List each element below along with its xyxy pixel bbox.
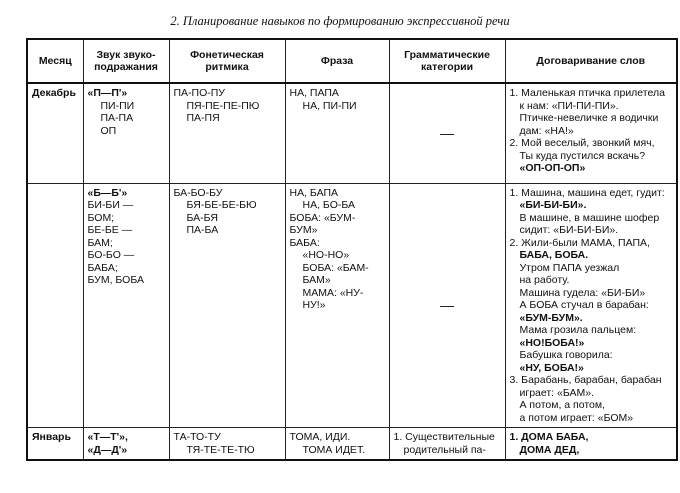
grammar-cell: [389, 428, 505, 461]
rhythm-cell: [169, 183, 285, 428]
planning-table: [26, 38, 678, 461]
speech-line: 2. Жили-были МАМА, ПАПА,: [509, 236, 650, 249]
phrase-line: МАМА: «НУ-: [302, 286, 364, 299]
rhythm-line: ТА-ТО-ТУ: [173, 431, 221, 443]
speech-line: 1. ДОМА БАБА,: [509, 431, 589, 443]
phrase-line: НА, БО-БА: [302, 199, 356, 211]
sound-line: ПА-ПА: [100, 112, 134, 124]
sound-line: «Б—Б'»: [87, 186, 128, 199]
speech-cell: [505, 83, 677, 183]
phrase-cell: [285, 428, 389, 461]
phrase-line: ТОМА ИДЕТ.: [302, 443, 366, 456]
speech-line: Утром ПАПА уезжал: [519, 261, 620, 274]
speech-cell: [505, 183, 677, 428]
rhythm-line: ПЯ-ПЕ-ПЕ-ПЮ: [186, 99, 260, 112]
table-row: [27, 83, 677, 183]
section-title: 2. Планирование навыков по формированию экспрессивной речи: [170, 14, 510, 28]
speech-cell: [505, 428, 677, 461]
rhythm-line: БА-БЯ: [186, 211, 219, 224]
table-header-row: [27, 39, 677, 83]
table-row: [27, 428, 677, 461]
header-speech: Договаривание слов: [505, 39, 677, 83]
sound-line: «Т—Т'»,: [87, 431, 128, 443]
phrase-line: БУМ»: [289, 224, 318, 236]
speech-line: В машине, в машине шофер: [519, 211, 660, 224]
rhythm-line: ПА-ПО-ПУ: [173, 87, 225, 99]
rhythm-line: ПА-БА: [186, 224, 219, 236]
sounds-cell: [83, 183, 169, 428]
sound-line: БОМ;: [87, 211, 115, 224]
month-cell: Декабрь: [27, 83, 83, 183]
sound-line: ПИ-ПИ: [100, 99, 135, 112]
speech-line: сидит: «БИ-БИ-БИ».: [519, 224, 619, 236]
speech-line: «НО!БОБА!»: [519, 336, 585, 349]
rhythm-line: БА-БО-БУ: [173, 186, 223, 199]
rhythm-line: БЯ-БЕ-БЕ-БЮ: [186, 199, 257, 211]
rhythm-cell: [169, 83, 285, 183]
sound-line: БЕ-БЕ —: [87, 224, 133, 236]
phrase-line: «НО-НО»: [302, 249, 350, 261]
speech-line: играет: «БАМ».: [519, 386, 595, 399]
sounds-cell: [83, 428, 169, 461]
phrase-line: БАБА:: [289, 236, 320, 249]
table-row: [27, 183, 677, 428]
sound-line: ОП: [100, 124, 117, 137]
phrase-line: НА, БАПА: [289, 186, 339, 199]
speech-line: 3. Барабань, барабан, барабан: [509, 374, 662, 386]
speech-line: Мама грозила пальцем:: [519, 324, 637, 336]
header-sounds: Звук звуко- подражания: [83, 39, 169, 83]
phrase-line: БАМ»: [302, 274, 331, 286]
sounds-cell: [83, 83, 169, 183]
speech-line: БАБА, БОБА.: [519, 249, 589, 261]
phrase-cell: [285, 183, 389, 428]
phrase-line: ТОМА, ИДИ.: [289, 431, 351, 443]
phrase-line: БОБА: «БУМ-: [289, 211, 356, 224]
speech-line: Птичке-невеличке я водички: [519, 112, 659, 124]
grammar-line: 1. Существительные: [393, 431, 495, 443]
speech-line: «НУ, БОБА!»: [519, 361, 584, 374]
speech-line: на работу.: [519, 274, 570, 286]
phrase-line: НА, ПАПА: [289, 87, 339, 99]
sound-line: БИ-БИ —: [87, 199, 134, 211]
speech-line: Ты куда пустился вскачь?: [519, 149, 646, 162]
speech-line: 1. Маленькая птичка прилетела: [509, 87, 665, 99]
sound-line: БУМ, БОБА: [87, 274, 145, 286]
speech-line: Бабушка говорила:: [519, 349, 613, 361]
header-grammar: Грамматические категории: [389, 39, 505, 83]
speech-line: а потом играет: «БОМ»: [519, 411, 634, 424]
phrase-cell: [285, 83, 389, 183]
grammar-line: родительный па-: [403, 443, 486, 456]
speech-line: ДОМА ДЕД,: [519, 443, 580, 456]
month-cell: [27, 183, 83, 428]
rhythm-cell: [169, 428, 285, 461]
header-phrase: Фраза: [285, 39, 389, 83]
grammar-cell: —: [389, 83, 505, 183]
header-rhythm: Фонетическая ритмика: [169, 39, 285, 83]
sound-line: БАМ;: [87, 236, 113, 249]
phrase-line: НУ!»: [302, 299, 326, 311]
speech-line: дам: «НА!»: [519, 124, 574, 137]
speech-line: 1. Машина, машина едет, гудит:: [509, 186, 665, 199]
phrase-line: НА, ПИ-ПИ: [302, 99, 357, 112]
sound-line: «Д—Д'»: [87, 443, 128, 456]
grammar-cell: —: [389, 183, 505, 428]
speech-line: «ОП-ОП-ОП»: [519, 162, 586, 174]
rhythm-line: ТЯ-ТЕ-ТЕ-ТЮ: [186, 443, 255, 456]
sound-line: «П—П'»: [87, 87, 128, 99]
speech-line: 2. Мой веселый, звонкий мяч,: [509, 137, 655, 149]
phrase-line: БОБА: «БАМ-: [302, 261, 369, 274]
speech-line: А потом, а потом,: [519, 399, 606, 411]
rhythm-line: ПА-ПЯ: [186, 112, 220, 124]
speech-line: Машина гудела: «БИ-БИ»: [519, 286, 646, 299]
speech-line: к нам: «ПИ-ПИ-ПИ».: [519, 99, 619, 112]
month-cell: Январь: [27, 428, 83, 461]
header-month: Месяц: [27, 39, 83, 83]
sound-line: БАБА;: [87, 261, 118, 274]
speech-line: «БИ-БИ-БИ».: [519, 199, 587, 211]
speech-line: «БУМ-БУМ».: [519, 311, 583, 324]
sound-line: БО-БО —: [87, 249, 135, 261]
speech-line: А БОБА стучал в барабан:: [519, 299, 649, 311]
